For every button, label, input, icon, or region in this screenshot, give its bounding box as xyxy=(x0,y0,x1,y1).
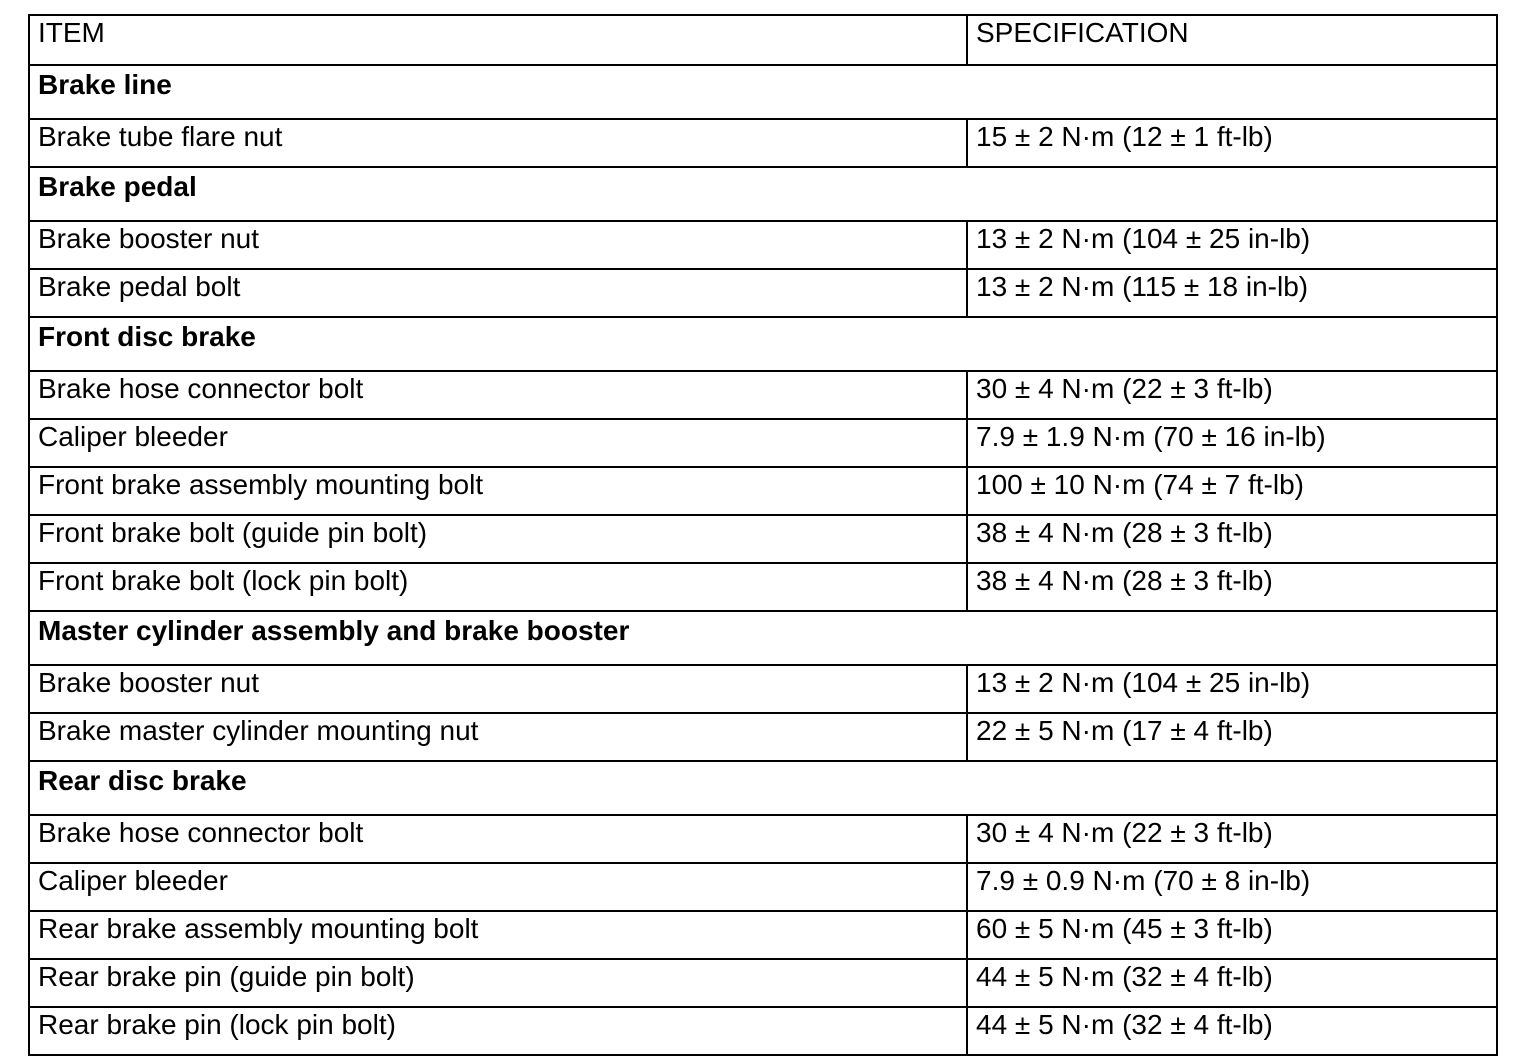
specification-cell: 13 ± 2 N·m (104 ± 25 in-lb) xyxy=(967,221,1497,269)
column-header-specification: SPECIFICATION xyxy=(967,15,1497,65)
section-title: Master cylinder assembly and brake booster xyxy=(29,611,1497,665)
specification-cell: 7.9 ± 0.9 N·m (70 ± 8 in-lb) xyxy=(967,863,1497,911)
item-cell: Caliper bleeder xyxy=(29,419,967,467)
specification-cell: 44 ± 5 N·m (32 ± 4 ft-lb) xyxy=(967,959,1497,1007)
item-cell: Brake hose connector bolt xyxy=(29,371,967,419)
item-cell: Brake master cylinder mounting nut xyxy=(29,713,967,761)
table-row xyxy=(29,713,1497,761)
table-row xyxy=(29,665,1497,713)
specification-cell: 30 ± 4 N·m (22 ± 3 ft-lb) xyxy=(967,371,1497,419)
specification-cell: 22 ± 5 N·m (17 ± 4 ft-lb) xyxy=(967,713,1497,761)
specification-cell: 38 ± 4 N·m (28 ± 3 ft-lb) xyxy=(967,515,1497,563)
specification-cell: 100 ± 10 N·m (74 ± 7 ft-lb) xyxy=(967,467,1497,515)
item-cell: Rear brake assembly mounting bolt xyxy=(29,911,967,959)
table-row xyxy=(29,515,1497,563)
specification-cell: 15 ± 2 N·m (12 ± 1 ft-lb) xyxy=(967,119,1497,167)
table-row xyxy=(29,1007,1497,1055)
item-cell: Brake booster nut xyxy=(29,665,967,713)
table-row xyxy=(29,863,1497,911)
table-row xyxy=(29,911,1497,959)
table-row xyxy=(29,959,1497,1007)
table-row xyxy=(29,371,1497,419)
table-row xyxy=(29,269,1497,317)
table-row xyxy=(29,119,1497,167)
specification-cell: 38 ± 4 N·m (28 ± 3 ft-lb) xyxy=(967,563,1497,611)
item-cell: Front brake bolt (lock pin bolt) xyxy=(29,563,967,611)
item-cell: Brake tube flare nut xyxy=(29,119,967,167)
specification-cell: 13 ± 2 N·m (115 ± 18 in-lb) xyxy=(967,269,1497,317)
table-row xyxy=(29,467,1497,515)
table-header-row xyxy=(29,15,1497,65)
column-header-item: ITEM xyxy=(29,15,967,65)
table-row xyxy=(29,815,1497,863)
section-title: Brake line xyxy=(29,65,1497,119)
item-cell: Brake hose connector bolt xyxy=(29,815,967,863)
specification-cell: 60 ± 5 N·m (45 ± 3 ft-lb) xyxy=(967,911,1497,959)
specification-cell: 30 ± 4 N·m (22 ± 3 ft-lb) xyxy=(967,815,1497,863)
section-row xyxy=(29,317,1497,371)
section-title: Brake pedal xyxy=(29,167,1497,221)
table-row xyxy=(29,563,1497,611)
section-row xyxy=(29,167,1497,221)
item-cell: Rear brake pin (guide pin bolt) xyxy=(29,959,967,1007)
item-cell: Brake booster nut xyxy=(29,221,967,269)
section-title: Rear disc brake xyxy=(29,761,1497,815)
specification-cell: 13 ± 2 N·m (104 ± 25 in-lb) xyxy=(967,665,1497,713)
section-title: Front disc brake xyxy=(29,317,1497,371)
item-cell: Brake pedal bolt xyxy=(29,269,967,317)
section-row xyxy=(29,611,1497,665)
torque-spec-table xyxy=(28,14,1498,1056)
section-row xyxy=(29,65,1497,119)
table-row xyxy=(29,221,1497,269)
item-cell: Front brake assembly mounting bolt xyxy=(29,467,967,515)
section-row xyxy=(29,761,1497,815)
item-cell: Rear brake pin (lock pin bolt) xyxy=(29,1007,967,1055)
specification-cell: 7.9 ± 1.9 N·m (70 ± 16 in-lb) xyxy=(967,419,1497,467)
item-cell: Caliper bleeder xyxy=(29,863,967,911)
table-body xyxy=(29,15,1497,1055)
item-cell: Front brake bolt (guide pin bolt) xyxy=(29,515,967,563)
table-row xyxy=(29,419,1497,467)
specification-cell: 44 ± 5 N·m (32 ± 4 ft-lb) xyxy=(967,1007,1497,1055)
